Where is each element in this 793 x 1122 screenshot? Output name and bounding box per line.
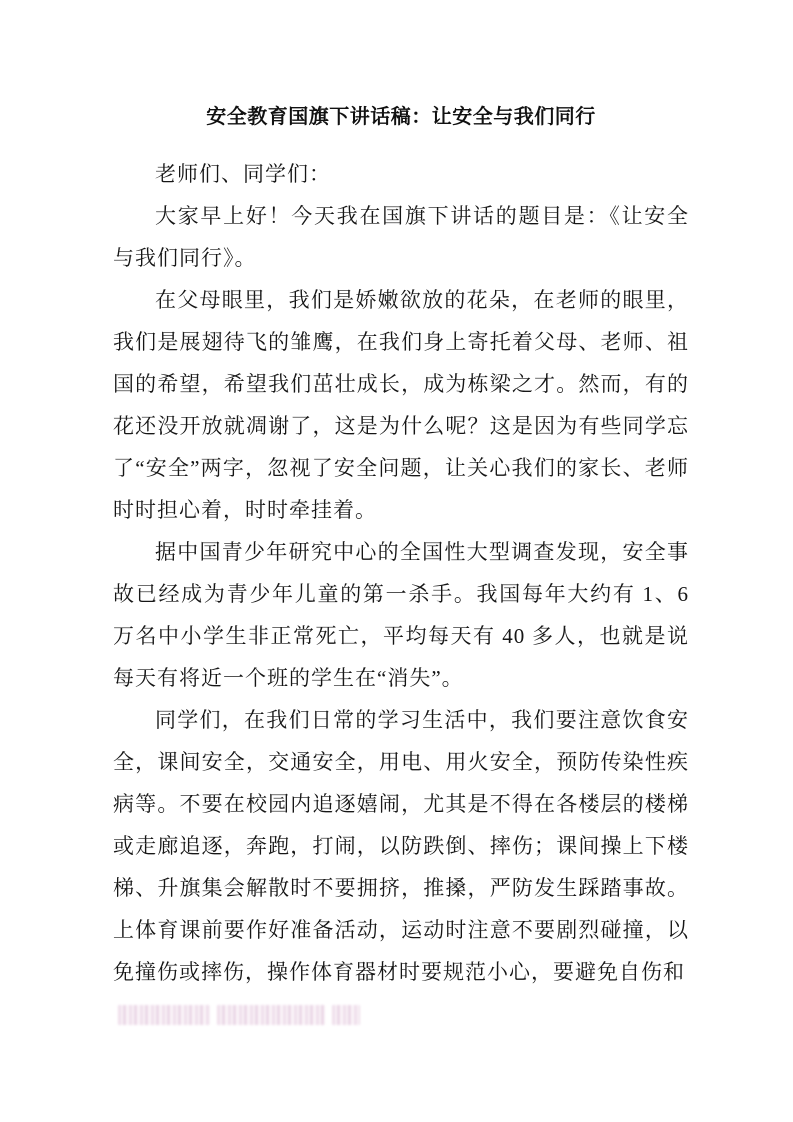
paragraph-intro: 在父母眼里，我们是娇嫩欲放的花朵，在老师的眼里，我们是展翅待飞的雏鹰，在我们身上寄托着父母、老师、祖国的希望，希望我们茁壮成长，成为栋梁之才。然而，有的花还没开放就凋谢了，这是为什么呢？这是因为有些同学忘了“安全”两字，忽视了安全问题，让关心我们的家长、老师时时担心着，时时牵挂着。 xyxy=(113,288,689,522)
document-content xyxy=(113,96,689,993)
paragraph-salutation: 老师们、同学们： xyxy=(155,162,331,186)
document-title: 安全教育国旗下讲话稿：让安全与我们同行 xyxy=(206,106,596,128)
paragraph-statistics: 据中国青少年研究中心的全国性大型调查发现，安全事故已经成为青少年儿童的第一杀手。我国每年大约有 1、6 万名中小学生非正常死亡，平均每天有 40 多人，也就是说每天有将近一个班的学生在“消失”。 xyxy=(113,540,689,690)
watermark-segment xyxy=(332,1005,360,1025)
paragraph-safety-advice: 同学们，在我们日常的学习生活中，我们要注意饮食安全，课间安全，交通安全，用电、用火安全，预防传染性疾病等。不要在校园内追逐嬉闹，尤其是不得在各楼层的楼梯或走廊追逐，奔跑，打闹，以防跌倒、摔伤；课间操上下楼梯、升旗集会解散时不要拥挤，推搡，严防发生踩踏事故。上体育课前要作好准备活动，运动时注意不要剧烈碰撞，以免撞伤或摔伤，操作体育器材时要规范小心，要避免自伤和 xyxy=(113,708,689,984)
watermark-segment xyxy=(217,1005,325,1025)
watermark-segment xyxy=(118,1005,210,1025)
watermark xyxy=(118,1005,360,1025)
document-body xyxy=(113,153,689,993)
paragraph-greeting: 大家早上好！今天我在国旗下讲话的题目是：《让安全与我们同行》。 xyxy=(113,204,689,270)
